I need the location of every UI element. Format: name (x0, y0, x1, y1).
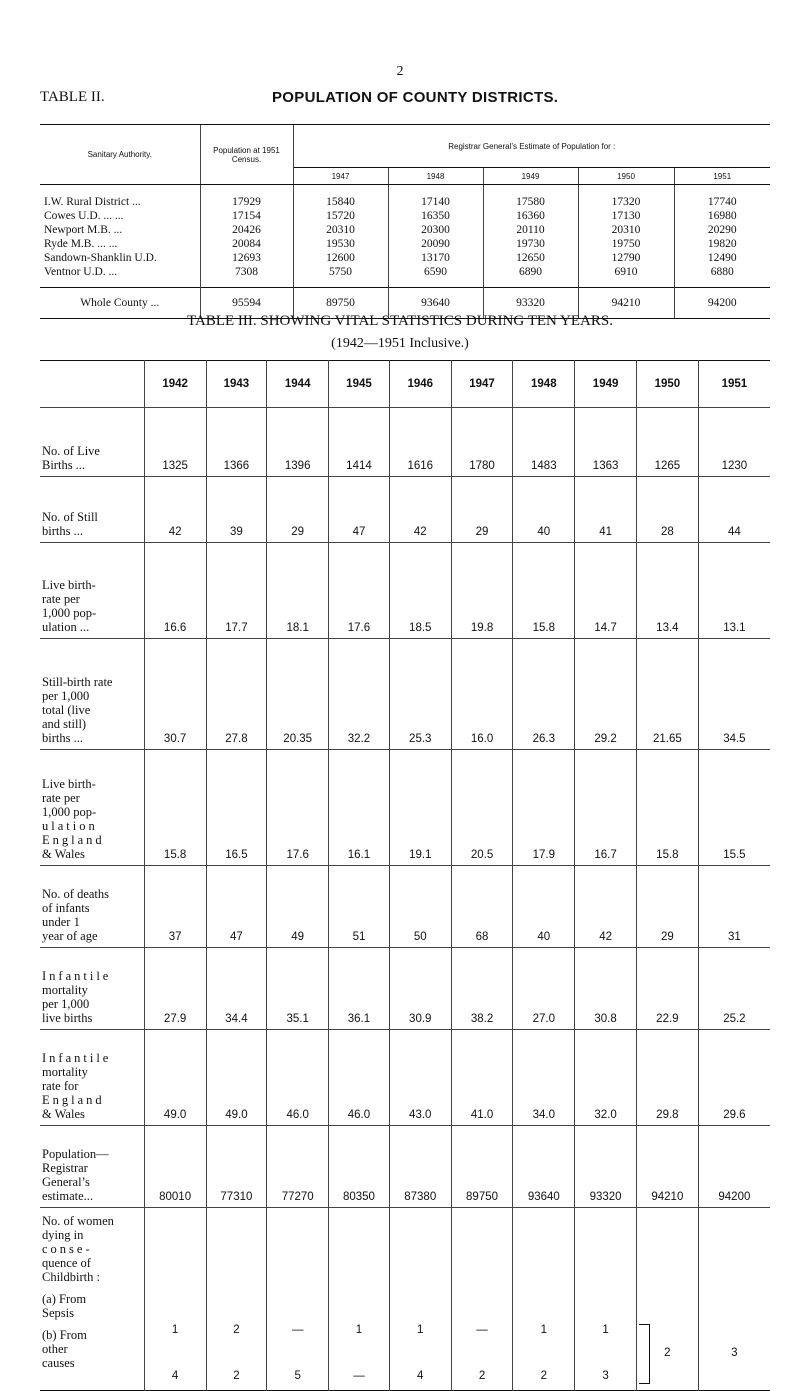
stat-value: 18.1 (267, 543, 329, 639)
stat-cell (451, 1208, 513, 1391)
row-label-line: England (42, 1093, 105, 1107)
stat-cell (206, 1208, 267, 1391)
stat-value: 17.7 (206, 543, 267, 639)
corner-cell (40, 361, 144, 408)
census-value: 20084 (200, 237, 293, 251)
estimate-header: Registrar General’s Estimate of Population for : (293, 125, 770, 168)
row-label-line: (b) From (42, 1328, 87, 1342)
row-label-line: births ... (42, 731, 83, 745)
estimate-value: 20300 (388, 223, 483, 237)
row-label-line: 1,000 pop- (42, 606, 97, 620)
stat-value: 29.6 (698, 1030, 770, 1126)
population-table (40, 124, 770, 319)
stat-value: 15.8 (144, 750, 206, 866)
estimate-value: 16350 (388, 209, 483, 223)
census-value: 12693 (200, 251, 293, 265)
stat-value: 21.65 (636, 639, 698, 750)
stat-value: 87380 (389, 1126, 451, 1208)
district-name: Ventnor U.D. ... (44, 266, 118, 278)
stat-value: 47 (206, 866, 267, 948)
stat-stack (452, 1208, 513, 1390)
stat-value: 49.0 (206, 1030, 267, 1126)
stat-value: 41.0 (451, 1030, 513, 1126)
sepsis-value: 1 (355, 1324, 363, 1336)
row-label-line: live births (42, 1011, 93, 1025)
row-label (40, 1208, 144, 1391)
year-header: 1947 (451, 361, 513, 408)
estimate-value: 12790 (578, 251, 674, 265)
district-name: I.W. Rural District ... (44, 196, 141, 208)
estimate-value: 20310 (578, 223, 674, 237)
stat-value: 16.6 (144, 543, 206, 639)
year-header: 1949 (575, 361, 637, 408)
stat-value: 47 (329, 477, 390, 543)
census-header: Population at 1951 Census. (200, 125, 293, 185)
estimate-value: 5750 (293, 265, 388, 288)
table-row (40, 265, 770, 288)
stat-stack (699, 1208, 770, 1390)
stat-value: 18.5 (389, 543, 451, 639)
stat-value: 80350 (329, 1126, 390, 1208)
stat-stack (207, 1208, 267, 1390)
table-row (40, 866, 770, 948)
stat-cell (575, 1208, 637, 1391)
stat-value: 29 (267, 477, 329, 543)
row-label-line: Population— (42, 1147, 109, 1161)
row-label-line: total (live (42, 703, 91, 717)
estimate-value: 93640 (388, 288, 483, 319)
stat-value: 42 (389, 477, 451, 543)
census-value: 17929 (200, 185, 293, 210)
stat-cell (636, 1208, 698, 1391)
district-name: Newport M.B. ... (44, 224, 123, 236)
combined-value: 3 (731, 1347, 738, 1359)
row-label-line: estimate... (42, 1189, 94, 1203)
stat-value: 1366 (206, 408, 267, 477)
stat-value: 42 (144, 477, 206, 543)
row-label (40, 477, 144, 543)
stat-stack (267, 1208, 328, 1390)
stat-value: 93640 (513, 1126, 575, 1208)
stat-value: 16.1 (329, 750, 390, 866)
other-causes-value: — (353, 1370, 365, 1382)
year-header: 1949 (483, 168, 578, 185)
other-causes-value: 2 (478, 1370, 486, 1382)
stat-value: 46.0 (329, 1030, 390, 1126)
year-header: 1948 (388, 168, 483, 185)
stat-value: 27.8 (206, 639, 267, 750)
stat-value: 27.9 (144, 948, 206, 1030)
row-label-line: ulation (42, 819, 98, 833)
estimate-value: 19820 (674, 237, 770, 251)
stat-value: 26.3 (513, 639, 575, 750)
stat-value: 29.2 (575, 639, 637, 750)
stat-cell (513, 1208, 575, 1391)
year-header: 1945 (329, 361, 390, 408)
table-row (40, 251, 770, 265)
estimate-value: 6890 (483, 265, 578, 288)
stat-value: 34.5 (698, 639, 770, 750)
stat-value: 68 (451, 866, 513, 948)
estimate-value: 16980 (674, 209, 770, 223)
stat-value: 36.1 (329, 948, 390, 1030)
row-label (40, 750, 144, 866)
stat-value: 16.5 (206, 750, 267, 866)
estimate-value: 20290 (674, 223, 770, 237)
stat-stack (637, 1208, 698, 1390)
estimate-value: 15720 (293, 209, 388, 223)
stat-value: 32.0 (575, 1030, 637, 1126)
stat-value: 38.2 (451, 948, 513, 1030)
other-causes-value: 4 (417, 1370, 424, 1382)
stat-value: 32.2 (329, 639, 390, 750)
stat-value: 1414 (329, 408, 390, 477)
census-value: 17154 (200, 209, 293, 223)
district-name: Ryde M.B. ... ... (44, 238, 118, 250)
stat-value: 1396 (267, 408, 329, 477)
row-label-line: Childbirth : (42, 1270, 100, 1284)
row-label-line: Infantile (42, 969, 112, 983)
district-name: Sandown-Shanklin U.D. (44, 252, 157, 264)
stat-value: 25.3 (389, 639, 451, 750)
estimate-value: 17320 (578, 185, 674, 210)
stat-value: 19.8 (451, 543, 513, 639)
table-row (40, 948, 770, 1030)
table-row (40, 185, 770, 210)
row-label-line: & Wales (42, 1107, 85, 1121)
estimate-value: 94210 (578, 288, 674, 319)
census-value: 20426 (200, 223, 293, 237)
census-value: 7308 (200, 265, 293, 288)
stat-value: 17.9 (513, 750, 575, 866)
stat-value: 89750 (451, 1126, 513, 1208)
stat-value: 94200 (698, 1126, 770, 1208)
row-label-line: (a) From (42, 1292, 87, 1306)
stat-value: 41 (575, 477, 637, 543)
row-label-line: No. of Still (42, 510, 98, 524)
estimate-value: 89750 (293, 288, 388, 319)
row-label-line: year of age (42, 929, 98, 943)
row-label-line: ulation ... (42, 620, 90, 634)
estimate-value: 17740 (674, 185, 770, 210)
row-label-line: under 1 (42, 915, 80, 929)
stat-value: 25.2 (698, 948, 770, 1030)
stat-value: 29 (451, 477, 513, 543)
table-row (40, 543, 770, 639)
stat-value: 27.0 (513, 948, 575, 1030)
row-label-line: rate for (42, 1079, 79, 1093)
row-label-line: causes (42, 1356, 75, 1370)
table-row (40, 408, 770, 477)
row-label-line: mortality (42, 1065, 88, 1079)
stat-cell (267, 1208, 329, 1391)
stat-value: 49.0 (144, 1030, 206, 1126)
stat-value: 34.4 (206, 948, 267, 1030)
row-label-line: rate per (42, 791, 80, 805)
stat-stack (145, 1208, 206, 1390)
estimate-value: 6880 (674, 265, 770, 288)
sepsis-value: — (291, 1324, 304, 1336)
stat-value: 37 (144, 866, 206, 948)
stat-value: 46.0 (267, 1030, 329, 1126)
row-label (40, 866, 144, 948)
stat-value: 34.0 (513, 1030, 575, 1126)
stat-value: 14.7 (575, 543, 637, 639)
stat-value: 20.35 (267, 639, 329, 750)
estimate-value: 20310 (293, 223, 388, 237)
estimate-value: 12650 (483, 251, 578, 265)
stat-value: 1780 (451, 408, 513, 477)
row-label-line: births ... (42, 524, 83, 538)
year-header: 1950 (578, 168, 674, 185)
year-header: 1951 (698, 361, 770, 408)
estimate-value: 19730 (483, 237, 578, 251)
stat-value: 13.4 (636, 543, 698, 639)
table3-subtitle: (1942—1951 Inclusive.) (331, 336, 469, 351)
row-label-line: Infantile (42, 1051, 112, 1065)
stat-value: 16.7 (575, 750, 637, 866)
stat-value: 31 (698, 866, 770, 948)
table2-title: POPULATION OF COUNTY DISTRICTS. (272, 89, 559, 106)
stat-value: 77270 (267, 1126, 329, 1208)
row-label-line: rate per (42, 592, 80, 606)
row-label-line: per 1,000 (42, 689, 90, 703)
row-label-line: Live birth- (42, 578, 96, 592)
row-label (40, 1126, 144, 1208)
estimate-value: 93320 (483, 288, 578, 319)
row-label (40, 543, 144, 639)
stat-stack (390, 1208, 451, 1390)
row-label-line: Live birth- (42, 777, 96, 791)
maternal-deaths-row (40, 1208, 770, 1391)
row-label (40, 639, 144, 750)
stat-value: 20.5 (451, 750, 513, 866)
estimate-value: 19750 (578, 237, 674, 251)
stat-value: 30.7 (144, 639, 206, 750)
stat-value: 49 (267, 866, 329, 948)
stat-value: 15.8 (636, 750, 698, 866)
row-label-line: of infants (42, 901, 90, 915)
table-row (40, 1030, 770, 1126)
stat-value: 40 (513, 866, 575, 948)
table-row (40, 237, 770, 251)
stat-stack (575, 1208, 636, 1390)
stat-cell (144, 1208, 206, 1391)
stat-value: 16.0 (451, 639, 513, 750)
year-header: 1942 (144, 361, 206, 408)
sepsis-value: 2 (233, 1324, 240, 1336)
combined-value: 2 (664, 1347, 671, 1359)
district-name: Cowes U.D. ... ... (44, 210, 124, 222)
row-label-line: Registrar (42, 1161, 88, 1175)
table2-label: TABLE II. (40, 89, 105, 105)
table-row (40, 1126, 770, 1208)
row-label (40, 408, 144, 477)
stat-value: 42 (575, 866, 637, 948)
stat-value: 30.8 (575, 948, 637, 1030)
stat-value: 39 (206, 477, 267, 543)
sepsis-value: — (476, 1324, 488, 1336)
stat-value: 50 (389, 866, 451, 948)
estimate-value: 20090 (388, 237, 483, 251)
stat-value: 28 (636, 477, 698, 543)
row-label-line: per 1,000 (42, 997, 90, 1011)
year-header: 1951 (674, 168, 770, 185)
stat-value: 30.9 (389, 948, 451, 1030)
stat-value: 1265 (636, 408, 698, 477)
stat-value: 29 (636, 866, 698, 948)
stat-value: 51 (329, 866, 390, 948)
estimate-value: 17580 (483, 185, 578, 210)
stat-cell (329, 1208, 390, 1391)
stat-value: 44 (698, 477, 770, 543)
row-label-line: No. of women (42, 1214, 114, 1228)
spacer (42, 1284, 142, 1292)
page-number: 2 (396, 64, 404, 79)
row-label-line: General’s (42, 1175, 90, 1189)
estimate-value: 17130 (578, 209, 674, 223)
stat-value: 94210 (636, 1126, 698, 1208)
stat-value: 80010 (144, 1126, 206, 1208)
row-label-line: Still-birth rate (42, 675, 113, 689)
stat-value: 40 (513, 477, 575, 543)
row-label-line: 1,000 pop- (42, 805, 97, 819)
table-row (40, 639, 770, 750)
stat-value: 15.8 (513, 543, 575, 639)
sepsis-value: 1 (602, 1324, 609, 1336)
estimate-value: 15840 (293, 185, 388, 210)
year-header: 1950 (636, 361, 698, 408)
estimate-value: 12490 (674, 251, 770, 265)
table3-title: TABLE III. SHOWING VITAL STATISTICS DURING TEN YEARS. (187, 313, 613, 329)
row-label-line: & Wales (42, 847, 85, 861)
stat-value: 29.8 (636, 1030, 698, 1126)
stat-value: 77310 (206, 1126, 267, 1208)
sepsis-value: 1 (540, 1324, 548, 1336)
stat-stack (329, 1208, 389, 1390)
estimate-value: 19530 (293, 237, 388, 251)
stat-value: 1325 (144, 408, 206, 477)
stat-value: 43.0 (389, 1030, 451, 1126)
estimate-value: 17140 (388, 185, 483, 210)
stat-value: 17.6 (267, 750, 329, 866)
table-row (40, 750, 770, 866)
stat-value: 17.6 (329, 543, 390, 639)
row-label-line: No. of deaths (42, 887, 109, 901)
row-label (40, 1030, 144, 1126)
other-causes-value: 2 (540, 1370, 548, 1382)
stat-value: 1363 (575, 408, 637, 477)
table-row (40, 223, 770, 237)
total-label: Whole County ... (40, 288, 200, 319)
stat-value: 1230 (698, 408, 770, 477)
estimate-value: 6590 (388, 265, 483, 288)
estimate-value: 94200 (674, 288, 770, 319)
stat-stack (513, 1208, 574, 1390)
estimate-value: 6910 (578, 265, 674, 288)
sepsis-value: 1 (417, 1324, 424, 1336)
estimate-value: 20110 (483, 223, 578, 237)
row-label-line: Sepsis (42, 1306, 74, 1320)
row-label-line: and still) (42, 717, 87, 731)
row-label-line: conse- (42, 1242, 93, 1256)
stat-cell (698, 1208, 770, 1391)
other-causes-value: 3 (602, 1370, 609, 1382)
stat-value: 93320 (575, 1126, 637, 1208)
year-header: 1946 (389, 361, 451, 408)
stat-value: 22.9 (636, 948, 698, 1030)
row-label-line: mortality (42, 983, 88, 997)
stat-value: 19.1 (389, 750, 451, 866)
other-causes-value: 4 (171, 1370, 179, 1382)
authority-header: Sanitary Authority. (40, 125, 200, 185)
other-causes-value: 5 (294, 1370, 301, 1382)
census-value: 95594 (200, 288, 293, 319)
row-label-line: quence of (42, 1256, 91, 1270)
estimate-value: 13170 (388, 251, 483, 265)
stat-value: 13.1 (698, 543, 770, 639)
stat-value: 35.1 (267, 948, 329, 1030)
stat-value: 1616 (389, 408, 451, 477)
row-label-line: dying in (42, 1228, 84, 1242)
year-header: 1944 (267, 361, 329, 408)
sepsis-value: 1 (171, 1324, 179, 1336)
table-row (40, 477, 770, 543)
estimate-value: 12600 (293, 251, 388, 265)
row-label-line: Births ... (42, 458, 86, 472)
row-label-line: England (42, 833, 105, 847)
vital-statistics-table (40, 360, 770, 1391)
year-header: 1943 (206, 361, 267, 408)
row-label-line: other (42, 1342, 68, 1356)
other-causes-value: 2 (233, 1370, 240, 1382)
stat-value: 1483 (513, 408, 575, 477)
table-row (40, 209, 770, 223)
stat-cell (389, 1208, 451, 1391)
year-header: 1948 (513, 361, 575, 408)
row-label-line: No. of Live (42, 444, 100, 458)
estimate-value: 16360 (483, 209, 578, 223)
row-label (40, 948, 144, 1030)
year-header: 1947 (293, 168, 388, 185)
stat-value: 15.5 (698, 750, 770, 866)
